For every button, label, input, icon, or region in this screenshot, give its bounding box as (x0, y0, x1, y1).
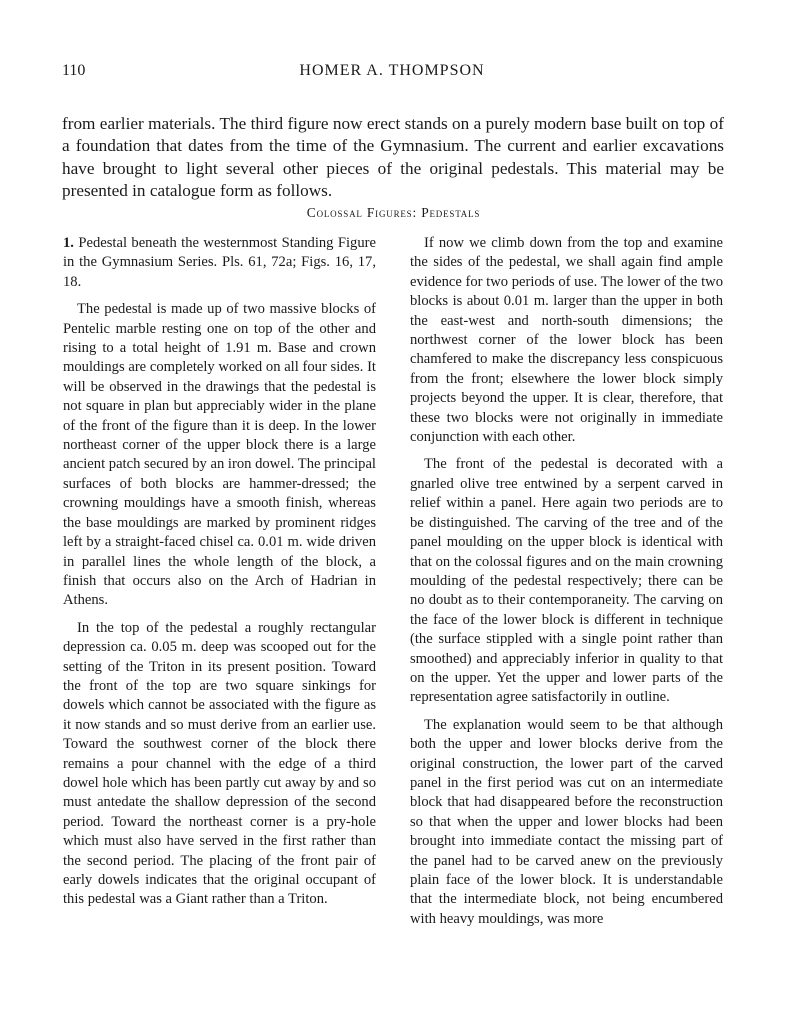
right-paragraph-2: The front of the pedestal is decorated with a gnarled olive tree entwined by a serpent carved in relief within a panel. Here again two periods are to be distinguished. The carving of the tree and of the panel moulding on the upper block is identical with that on the colossal figures and on the main crowning moulding of the pedestal respectively; there can be no doubt as to their contemporaneity. The carving on the face of the lower block is different in technique (the surface stippled with a single point rather than smoothed) and appreciably inferior in quality to that on the upper. Yet the upper and lower parts of the representation agree satisfactorily in outline. (410, 456, 723, 706)
left-paragraph-2: In the top of the pedestal a roughly rectangular depression ca. 0.05 m. deep was scooped out for the setting of the Triton in its present position. Toward the front of the top are two square sinkings for dowels which cannot be associated with the figure as it now stands and so must derive from an earlier use. Toward the southwest corner of the block there remains a pour channel with the edge of a third dowel hole which has been partly cut away by and so must antedate the shallow depression of the second period. Toward the northeast corner is a pry-hole which must also have served in the first rather than the second period. The placing of the front pair of early dowels indicates that the original occupant of this pedestal was a Giant rather than a Triton. (63, 619, 376, 908)
right-column (410, 234, 723, 937)
right-paragraph-3: The explanation would seem to be that although both the upper and lower blocks derive from the original construction, the lower part of the carved panel in the first period was cut on an intermediate block that had disappeared before the reconstruction so that when the upper and lower blocks had been brought into immediate contact the missing part of the panel had to be carved anew on the previously plain face of the lower block. It is understandable that the intermediate block, not being encumbered with heavy mouldings, was more (410, 716, 723, 927)
intro-paragraph: from earlier materials. The third figure now erect stands on a purely modern base built on top of a foundation that dates from the time of the Gymnasium. The current and earlier excavations have brought to light several other pieces of the original pedestals. This material may be presented in catalogue form as follows. (62, 114, 724, 201)
entry-number: 1. (63, 235, 74, 251)
left-column (63, 234, 376, 918)
entry-heading-text: Pedestal beneath the westernmost Standing Figure in the Gymnasium Series. Pls. 61, 72a; Figs. 16, 17, 18. (63, 235, 376, 290)
page-header (62, 62, 722, 86)
catalogue-entry-heading (63, 234, 376, 292)
section-title-text: Colossal Figures: Pedestals (306, 205, 481, 220)
left-paragraph-1: The pedestal is made up of two massive blocks of Pentelic marble resting one on top of the other and rising to a total height of 1.91 m. Base and crown mouldings are completely worked on all four sides. It will be observed in the drawings that the pedestal is not square in plan but appreciably wider in the plane of the front of the figure than it is deep. In the lower northeast corner of the upper block there is a large ancient patch secured by an iron dowel. The principal surfaces of both blocks are hammer-dressed; the crowning mouldings have a smooth finish, whereas the base mouldings are marked by prominent ridges left by a straight-faced chisel ca. 0.01 m. wide driven in parallel lines the whole length of the block, a finish that occurs also on the Arch of Hadrian in Athens. (63, 301, 376, 609)
running-head: HOMER A. THOMPSON (299, 62, 485, 79)
page-number: 110 (62, 62, 86, 79)
section-title (0, 205, 787, 221)
right-paragraph-1: If now we climb down from the top and examine the sides of the pedestal, we shall again find ample evidence for two periods of use. The lower of the two blocks is about 0.01 m. larger than the upper in both the east-west and north-south dimensions; the northwest corner of the lower block has been chamfered to make the discrepancy less conspicuous from the front; elsewhere the lower block simply projects beyond the upper. It is clear, therefore, that these two blocks were not originally in immediate conjunction with each other. (410, 235, 723, 446)
